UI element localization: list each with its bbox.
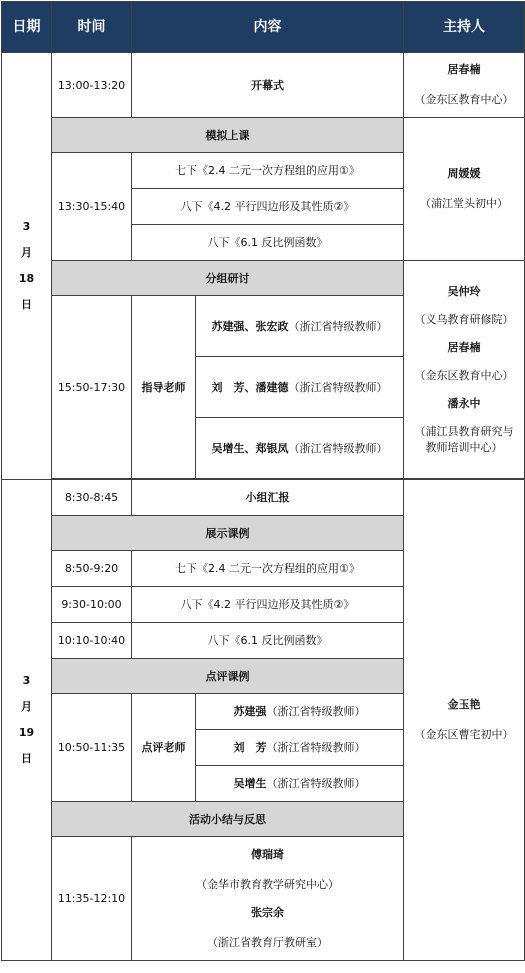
lesson-item: 七下《2.4 二元一次方程组的应用①》	[132, 153, 404, 189]
header-time: 时间	[52, 2, 132, 53]
header-row	[2, 2, 525, 53]
lesson-item: 八下《6.1 反比例函数》	[132, 623, 404, 659]
time-cell: 15:50-17:30	[52, 296, 132, 479]
date-cell-day2: 3 月 19 日	[2, 480, 52, 961]
time-cell: 9:30-10:00	[52, 587, 132, 623]
session-title: 开幕式	[132, 53, 404, 118]
teacher-cell: 刘 芳、潘建德（浙江省特级教师）	[196, 357, 404, 418]
table-row	[2, 118, 525, 153]
time-cell: 8:50-9:20	[52, 551, 132, 587]
date-cell-day1: 3 月 18 日	[2, 53, 52, 480]
table-row	[2, 480, 525, 516]
time-cell: 13:00-13:20	[52, 53, 132, 118]
role-cell: 点评老师	[132, 694, 196, 802]
host-cell: 周媛媛 （浦江堂头初中）	[404, 118, 525, 261]
teacher-cell: 刘 芳（浙江省特级教师）	[196, 730, 404, 766]
time-cell: 11:35-12:10	[52, 837, 132, 961]
time-cell: 13:30-15:40	[52, 153, 132, 261]
lesson-item: 八下《4.2 平行四边形及其性质②》	[132, 587, 404, 623]
section-header: 展示课例	[52, 516, 404, 551]
role-cell: 指导老师	[132, 296, 196, 479]
time-cell: 10:10-10:40	[52, 623, 132, 659]
host-cell: 金玉艳 （金东区曹宅初中）	[404, 480, 525, 961]
lesson-item: 八下《4.2 平行四边形及其性质②》	[132, 189, 404, 225]
time-cell: 8:30-8:45	[52, 480, 132, 516]
header-date: 日期	[2, 2, 52, 53]
time-cell: 10:50-11:35	[52, 694, 132, 802]
session-title: 小组汇报	[132, 480, 404, 516]
speaker-cell: 傅瑞琦 （金华市教育教学研究中心） 张宗余 （浙江省教育厅教研室）	[132, 837, 404, 961]
table-row	[2, 53, 525, 118]
host-cell: 吴仲玲 （义乌教育研修院） 居春楠 （金东区教育中心） 潘永中 （浦江县教育研究与教师培训中心）	[404, 261, 525, 479]
section-header: 模拟上课	[52, 118, 404, 153]
header-host: 主持人	[404, 2, 525, 53]
section-header: 活动小结与反思	[52, 802, 404, 837]
schedule-table	[1, 1, 525, 961]
teacher-cell: 苏建强、张宏政（浙江省特级教师）	[196, 296, 404, 357]
teacher-cell: 吴增生、郑银凤（浙江省特级教师）	[196, 418, 404, 479]
lesson-item: 七下《2.4 二元一次方程组的应用①》	[132, 551, 404, 587]
header-content: 内容	[132, 2, 404, 53]
teacher-cell: 吴增生（浙江省特级教师）	[196, 766, 404, 802]
host-cell: 居春楠 （金东区教育中心）	[404, 53, 525, 118]
lesson-item: 八下《6.1 反比例函数》	[132, 225, 404, 261]
teacher-cell: 苏建强（浙江省特级教师）	[196, 694, 404, 730]
section-header: 点评课例	[52, 659, 404, 694]
table-row	[2, 261, 525, 296]
section-header: 分组研讨	[52, 261, 404, 296]
